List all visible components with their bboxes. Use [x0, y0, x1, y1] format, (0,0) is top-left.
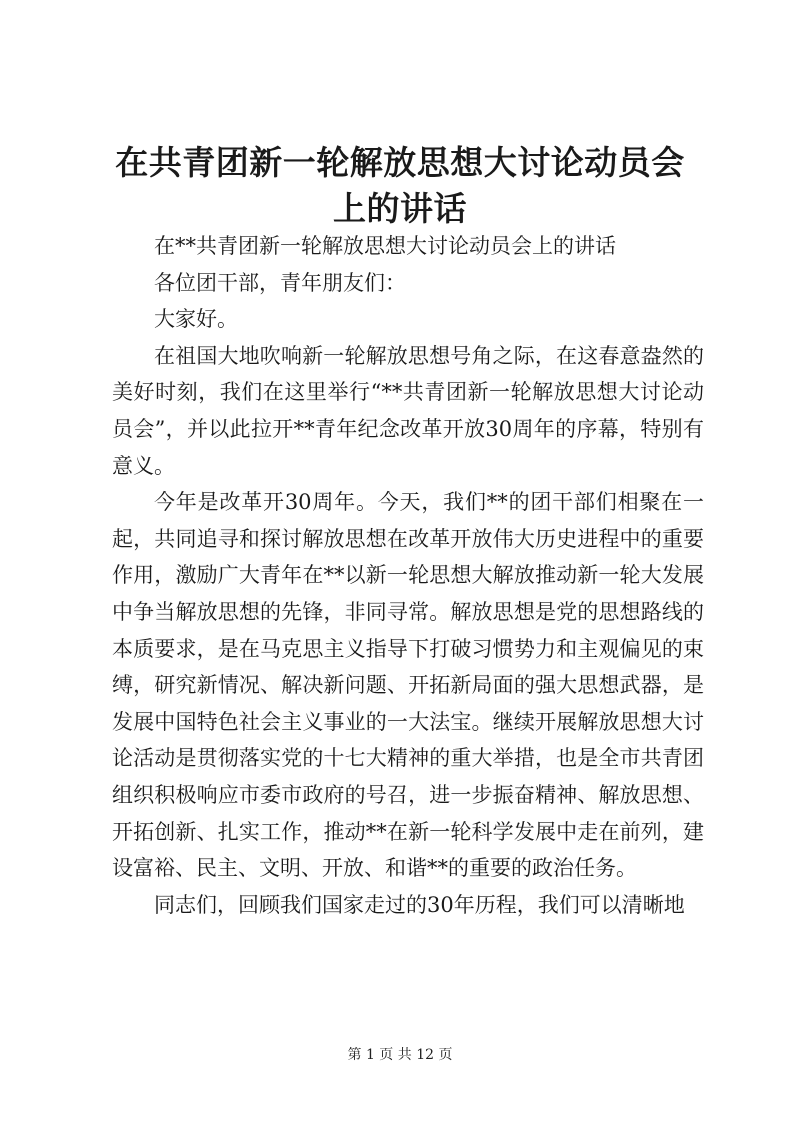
paragraph-heading-repeat: 在**共青团新一轮解放思想大讨论动员会上的讲话 — [154, 234, 616, 258]
document-body — [112, 228, 704, 923]
paragraph-main: 今年是改革开30周年。今天，我们**的团干部们相聚在一起，共同追寻和探讨解放思想在改革开放伟大历史进程中的重要作用，激励广大青年在**以新一轮思想大解放推动新一轮大发展中争当解放思想的先锋，非同寻常。解放思想是党的思想路线的本质要求，是在马克思主义指导下打破习惯势力和主观偏见的束缚，研究新情况、解决新问题、开拓新局面的强大思想武器，是发展中国特色社会主义事业的一大法宝。继续开展解放思想大讨论活动是贯彻落实党的十七大精神的重大举措，也是全市共青团组织积极响应市委市政府的号召，进一步振奋精神、解放思想、开拓创新、扎实工作，推动**在新一轮科学发展中走在前列，建设富裕、民主、文明、开放、和谐**的重要的政治任务。 — [112, 490, 704, 881]
paragraph-intro: 在祖国大地吹响新一轮解放思想号角之际，在这春意盎然的美好时刻，我们在这里举行“**共青团新一轮解放思想大讨论动员会”，并以此拉开**青年纪念改革开放30周年的序幕，特别有意义。 — [112, 343, 704, 478]
paragraph-salutation: 各位团干部，青年朋友们： — [154, 270, 406, 295]
document-title: 在共青团新一轮解放思想大讨论动员会上的讲话 — [115, 143, 685, 228]
paragraph-greeting: 大家好。 — [154, 307, 238, 332]
page-number-footer: 第 1 页 共 12 页 — [347, 1047, 453, 1063]
paragraph-review: 同志们，回顾我们国家走过的30年历程，我们可以清晰地 — [154, 892, 685, 917]
